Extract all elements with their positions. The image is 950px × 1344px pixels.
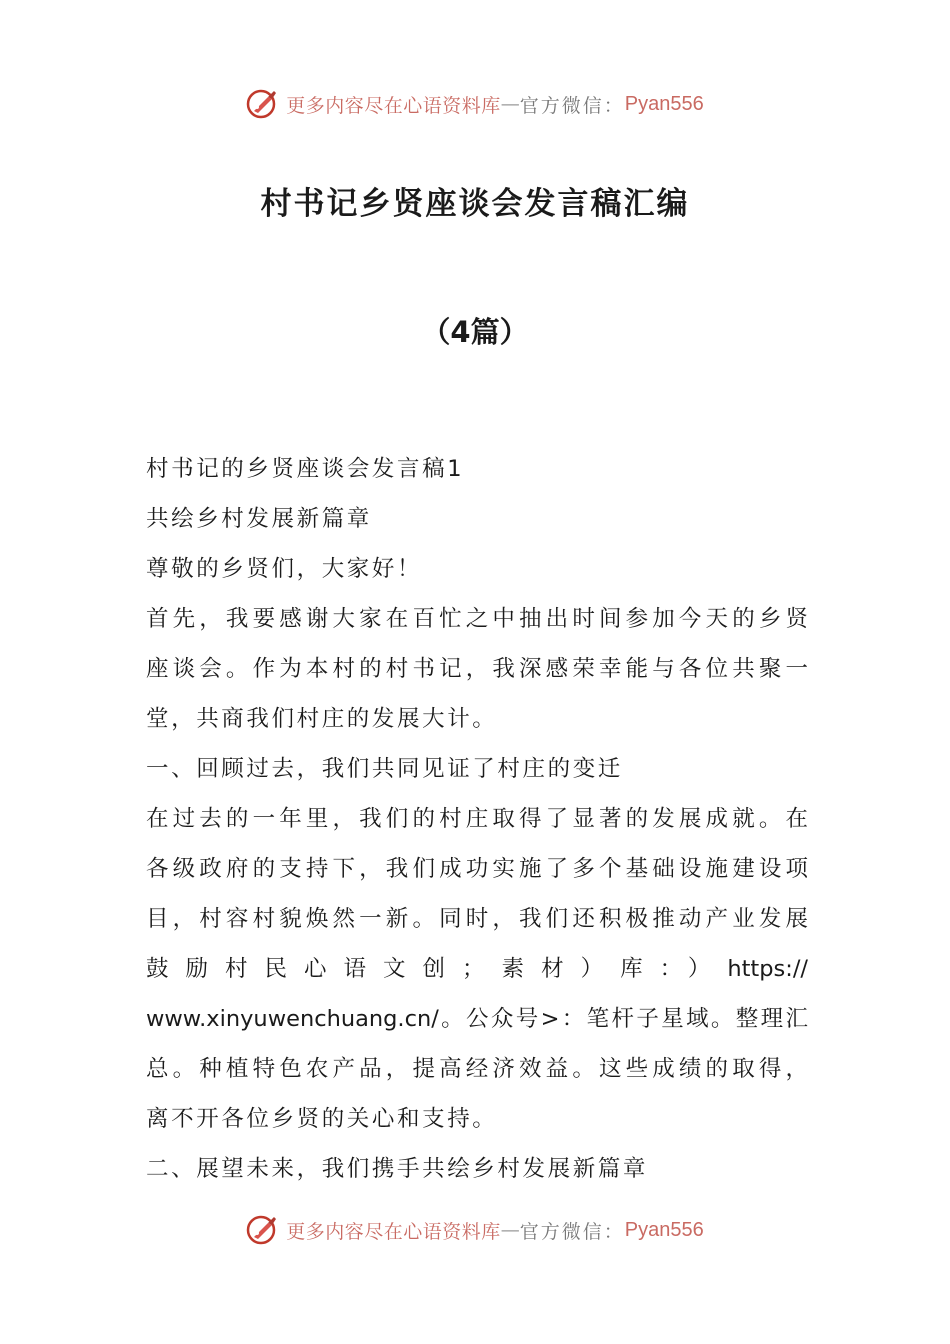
paragraph-line: 总。种植特色农产品，提高经济效益。这些成绩的取得， xyxy=(146,1056,808,1082)
document-title: 村书记乡贤座谈会发言稿汇编 xyxy=(260,186,690,222)
paragraph-line: www.xinyuwenchuang.cn/。公众号>：笔杆子星域。整理汇 xyxy=(146,1006,808,1032)
watermark-official: 官方微信： xyxy=(519,1220,625,1243)
paragraph-line: 尊敬的乡贤们，大家好！ xyxy=(146,556,423,582)
paragraph-line: 村书记的乡贤座谈会发言稿1 xyxy=(146,456,465,482)
paragraph-line: 目，村容村貌焕然一新。同时，我们还积极推动产业发展 xyxy=(146,906,808,932)
paragraph-line: 座谈会。作为本村的村书记，我深感荣幸能与各位共聚一 xyxy=(146,656,808,682)
pen-nib-logo-icon xyxy=(246,1213,280,1247)
paragraph-line: 鼓励村民心语文创；素材）库：）https:// xyxy=(146,956,808,982)
watermark-dash: — xyxy=(500,93,520,115)
paragraph-line: 首先，我要感谢大家在百忙之中抽出时间参加今天的乡贤 xyxy=(146,606,808,632)
paragraph-line: 在过去的一年里，我们的村庄取得了显著的发展成就。在 xyxy=(146,806,808,832)
watermark-dash: — xyxy=(500,1219,520,1241)
paragraph-line: 一、回顾过去，我们共同见证了村庄的变迁 xyxy=(146,756,623,782)
document-subtitle: （4篇） xyxy=(421,315,529,349)
watermark-official: 官方微信： xyxy=(519,94,625,117)
footer-watermark xyxy=(0,1210,950,1250)
watermark-text: 更多内容尽在心语资料库 xyxy=(286,94,501,117)
paragraph-line: 二、展望未来，我们携手共绘乡村发展新篇章 xyxy=(146,1156,649,1182)
watermark-wechat-id: Pyan556 xyxy=(624,92,704,115)
document-body xyxy=(146,446,808,1196)
paragraph-line: 堂，共商我们村庄的发展大计。 xyxy=(146,706,498,732)
watermark-text: 更多内容尽在心语资料库 xyxy=(286,1220,501,1243)
paragraph-line: 共绘乡村发展新篇章 xyxy=(146,506,372,532)
pen-nib-logo-icon xyxy=(246,87,280,121)
header-watermark xyxy=(0,84,950,124)
watermark-wechat-id: Pyan556 xyxy=(624,1218,704,1241)
paragraph-line: 各级政府的支持下，我们成功实施了多个基础设施建设项 xyxy=(146,856,808,882)
paragraph-line: 离不开各位乡贤的关心和支持。 xyxy=(146,1106,498,1132)
